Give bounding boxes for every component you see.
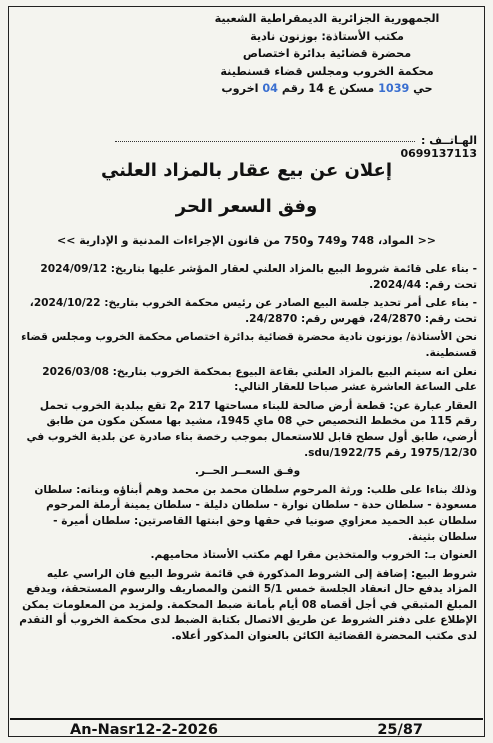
newspaper-footer bbox=[10, 718, 483, 742]
phone-row bbox=[37, 134, 477, 160]
paragraph-bailiff: نحن الأستاذة/ بوزنون نادية محضرة قضائية بدائرة اختصاص محكمة الخروب ومجلس قضاء قسنطينة. bbox=[21, 331, 477, 359]
address-number: 1039 bbox=[378, 82, 410, 96]
notice-title: إعلان عن بيع عقار بالمزاد العلني bbox=[100, 160, 393, 181]
paragraph-sale-date: نعلن انه سيتم البيع بالمزاد العلني بقاعة البيوع بمحكمة الخروب بتاريخ: 2026/03/08 على الساعة العاشرة عشر صباحا للعقار التالي: bbox=[42, 365, 477, 394]
office-line: مكتب الأستاذة: بوزنون نادية bbox=[250, 29, 404, 43]
address-prefix: حي bbox=[413, 82, 433, 96]
address-line bbox=[177, 80, 477, 98]
republic-line: الجمهورية الجزائرية الديمقراطية الشعبية bbox=[214, 12, 440, 25]
paragraph-session-order: - بناء على أمر تحديد جلسة البيع الصادر عن رئيس محكمة الخروب بتاريخ: 2024/10/22، تحت رقم: 24/2870، فهرس رقم: 24/2870. bbox=[29, 297, 477, 325]
address-number-2: 04 bbox=[262, 82, 278, 96]
paragraph-price-basis: وفـق السعــر الحــر. bbox=[194, 465, 301, 478]
phone-rule bbox=[115, 141, 415, 142]
notice-body bbox=[18, 262, 477, 648]
legal-articles: << المواد، 748 و749 و750 من قانون الإجراءات المدنية و الإدارية >> bbox=[56, 234, 437, 247]
paragraph-property: العقار عبارة عن: قطعة أرض صالحة للبناء مساحتها 217 م2 تقع ببلدية الخروب تحمل رقم 115 من مخطط التحصيص حي 08 ماي 1945، مشيد بها مسكن مكون من طابق أرضي، طابق أول سطح قابل للاستعمال بموجب رخصة بناء صادرة عن بلدية الخروب في 1975/12/30 رقم 1922/75/sdu. bbox=[26, 399, 477, 459]
phone-label: الهـاتــف : bbox=[420, 134, 477, 147]
role-line: محضرة قضائية بدائرة اختصاص bbox=[242, 47, 412, 61]
paragraph-address: العنوان بـ: الخروب والمتخذين مقرا لهم مكتب الأستاذ محاميهم. bbox=[150, 549, 477, 562]
office-header bbox=[177, 10, 477, 98]
phone-number: 0699137113 bbox=[400, 147, 477, 160]
paragraph-requesters: وذلك بناءا على طلب: ورثة المرحوم سلطان محمد بن محمد وهم أبناؤه وبناته: سلطان مسعودة - سلطان حدة - سلطان نوارة - سلطان دليلة - سلطان يمينة أرملة المرحوم سلطان عبد الحميد معزاوي صونيا في حقها وحق ابنتها القاصرتين: سلطان أميرة - سلطان بثينة. bbox=[34, 483, 477, 543]
address-suffix: اخروب bbox=[221, 82, 259, 96]
notice-subtitle: وفق السعر الحر bbox=[175, 196, 318, 217]
paragraph-conditions-list: - بناء على قائمة شروط البيع بالمزاد العلني لعقار المؤشر عليها بتاريخ: 2024/09/12 تحت رقم: 2024/44. bbox=[40, 263, 477, 291]
page-number: 25/87 bbox=[377, 722, 423, 738]
court-line: محكمة الخروب ومجلس قضاء قسنطينة bbox=[220, 64, 434, 78]
address-mid: مسكن ع 14 رقم bbox=[281, 82, 375, 96]
publication-code: An-Nasr12-2-2026 bbox=[70, 722, 218, 738]
paragraph-sale-terms: شروط البيع: إضافة إلى الشروط المذكورة في قائمة شروط البيع فان الراسي عليه المزاد يدفع حال انعقاد الجلسة خمس 5/1 الثمن والمصاريف والرسوم المستحقة، ويدفع المبلغ المتبقي في أجل أقصاه 08 أيام بأمانة ضبط المحكمة. ولمزيد من المعلومات يمكن الإطلاع على دفتر الشروط عن طريق الاتصال بكتابة الضبط لدى محكمة الخروب أو التقدم لدى مكتب المحضرة القضائية الكائن بالعنوان المذكور أعلاه. bbox=[19, 567, 477, 643]
